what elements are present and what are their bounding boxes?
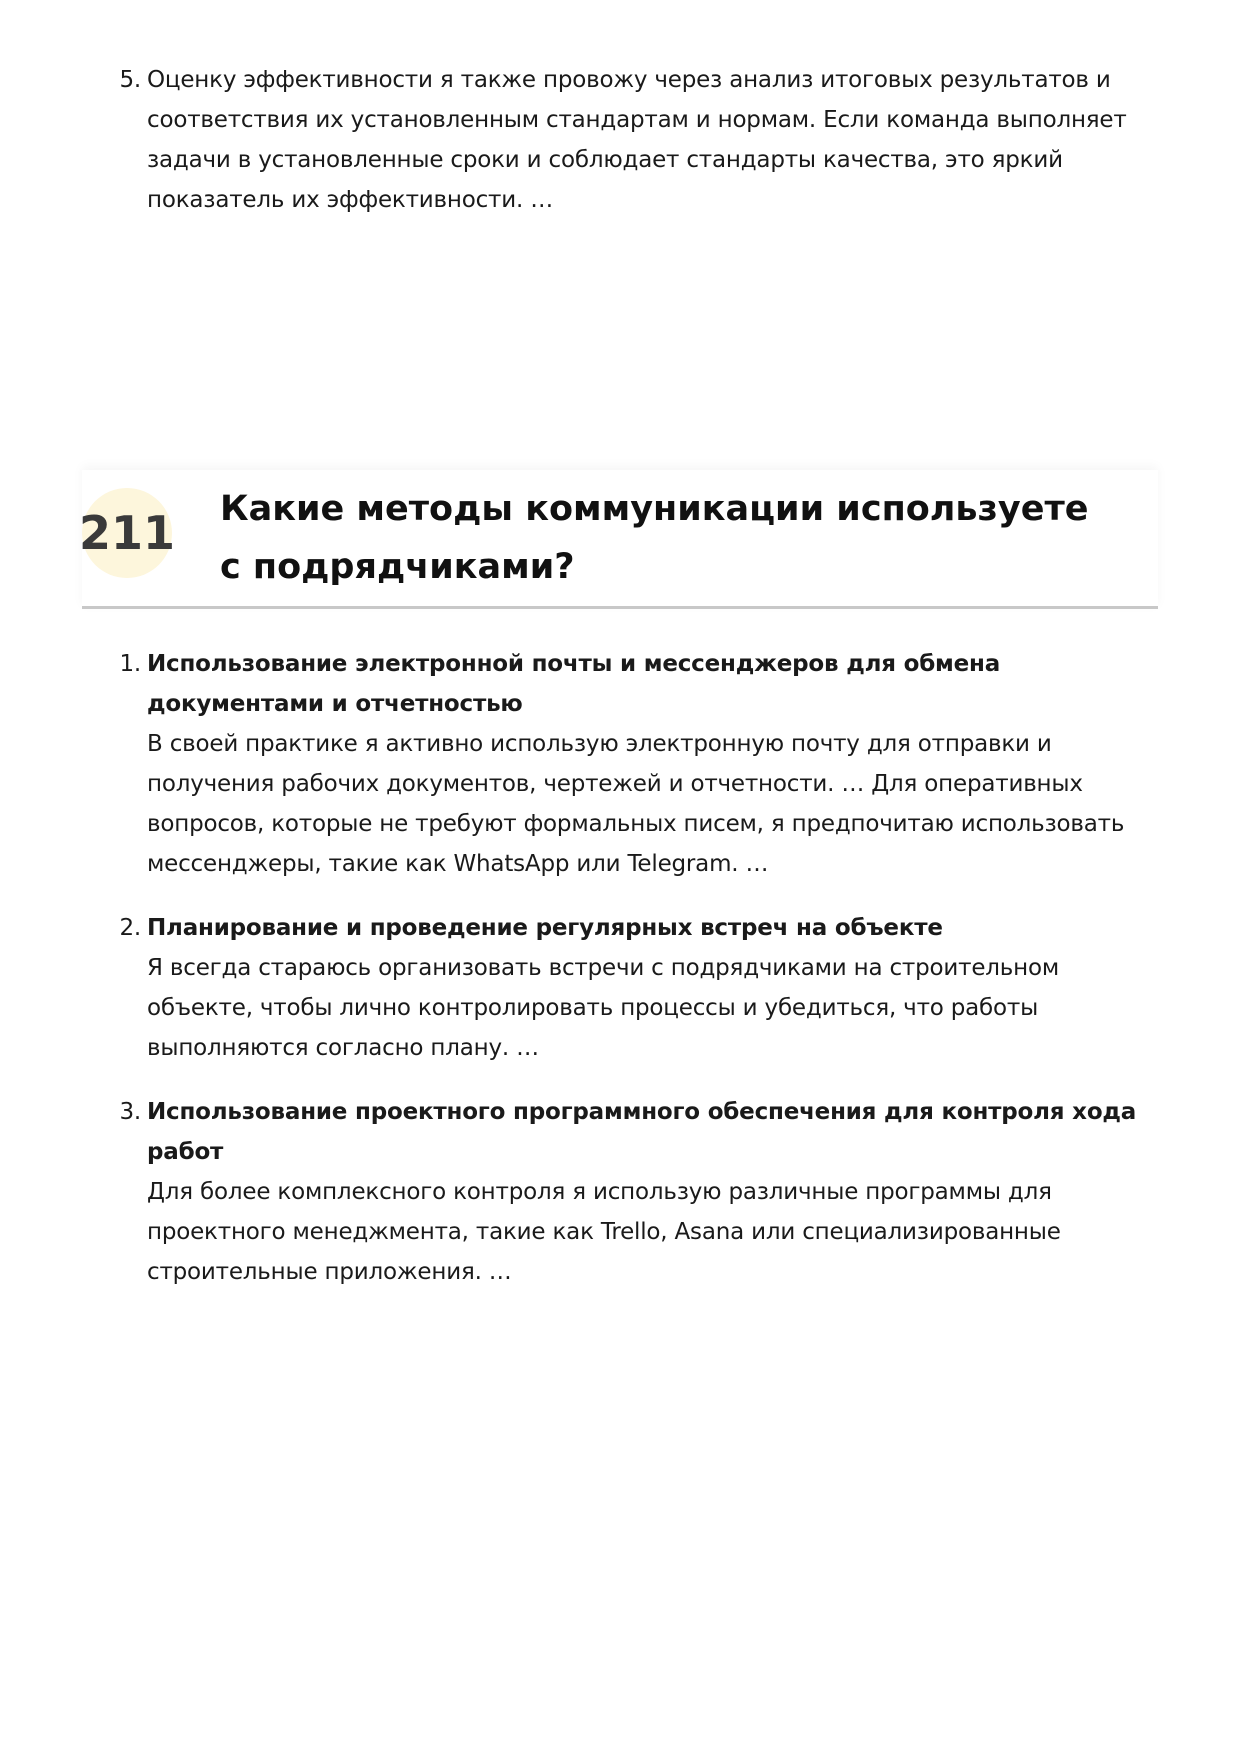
- list-item-text: Я всегда стараюсь организовать встречи с подрядчиками на строительном объекте, чтобы лично контролировать процессы и убедиться, что работы выполняются согласно плану. …: [147, 955, 1059, 1061]
- list-item-title: Использование электронной почты и мессенджеров для обмена документами и отчетностью: [147, 651, 1001, 717]
- previous-answer-list: [115, 60, 1160, 220]
- question-header: [78, 470, 1158, 609]
- list-item-number: 2.: [119, 915, 141, 941]
- list-item: [115, 908, 1160, 1068]
- list-item-text: Оценку эффективности я также провожу через анализ итоговых результатов и соответствия их установленным стандартам и нормам. Если команда выполняет задачи в установленные сроки и соблюдает стандарты качества, это яркий показатель их эффективности. …: [147, 67, 1127, 213]
- list-item-number: 3.: [119, 1099, 141, 1125]
- list-item-number: 5.: [119, 67, 141, 93]
- question-number-badge: 211: [82, 488, 172, 578]
- question-title: Какие методы коммуникации используете с подрядчиками?: [220, 489, 1089, 587]
- list-item: [115, 644, 1160, 884]
- list-item-text: В своей практике я активно использую электронную почту для отправки и получения рабочих документов, чертежей и отчетности. … Для оперативных вопросов, которые не требуют формальных писем, я предпочитаю использовать мессенджеры, такие как WhatsApp или Telegram. …: [147, 731, 1125, 877]
- list-item: [115, 60, 1160, 220]
- list-item-number: 1.: [119, 651, 141, 677]
- list-item-text: Для более комплексного контроля я использую различные программы для проектного менеджмента, такие как Trello, Asana или специализированные строительные приложения. …: [147, 1179, 1061, 1285]
- list-item: [115, 1092, 1160, 1292]
- list-item-title: Планирование и проведение регулярных встреч на объекте: [147, 915, 943, 941]
- list-item-title: Использование проектного программного обеспечения для контроля хода работ: [147, 1099, 1137, 1165]
- answer-list: [115, 644, 1160, 1316]
